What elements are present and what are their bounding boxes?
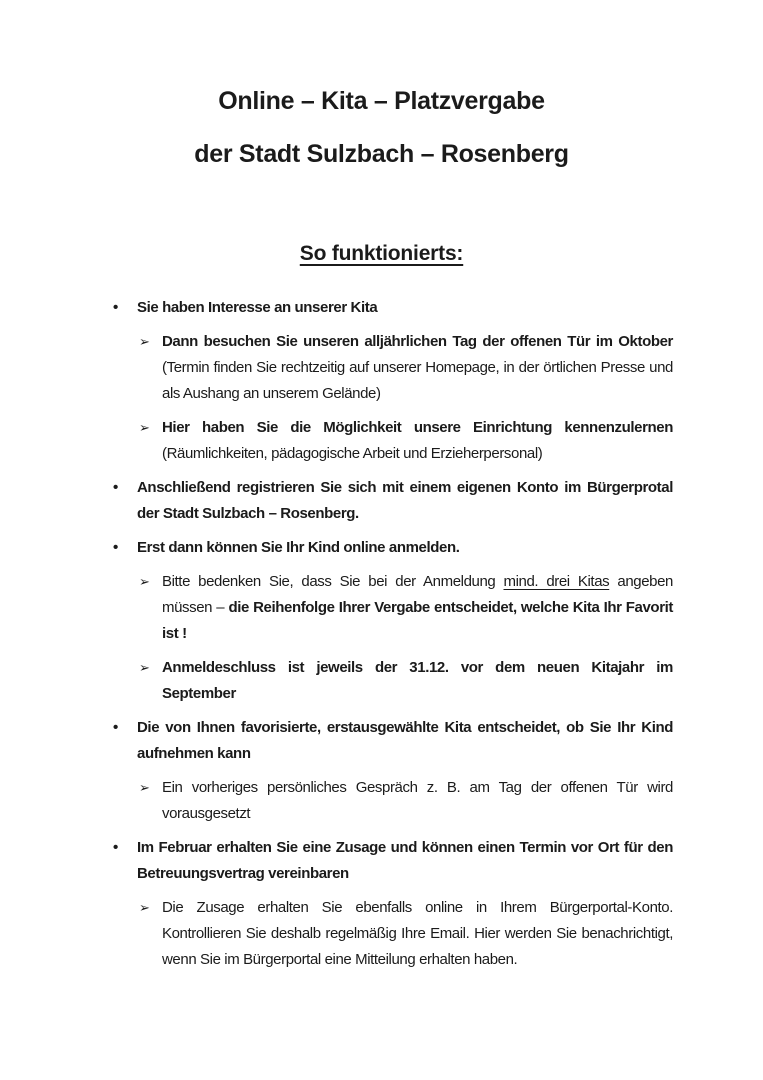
text-segment: Anschließend registrieren Sie sich mit einem eigenen Konto im Bürgerprotal der Stadt Sulzbach – Rosenberg.: [137, 479, 673, 522]
bullet-item: [0, 475, 673, 527]
item-text: [162, 569, 673, 647]
item-text: [162, 415, 673, 467]
item-text: [137, 475, 673, 527]
bullet-item: [0, 535, 673, 561]
text-segment: Anmeldeschluss ist jeweils der 31.12. vor dem neuen Kitajahr im September: [162, 659, 673, 702]
text-segment: (Räumlichkeiten, pädagogische Arbeit und Erzieherpersonal): [162, 445, 543, 462]
text-segment: die Reihenfolge Ihrer Vergabe entscheidet, welche Kita Ihr Favorit ist !: [162, 599, 673, 642]
document-title-line2: der Stadt Sulzbach – Rosenberg: [194, 140, 569, 168]
arrowhead-bullet-icon: ➢: [139, 900, 150, 915]
text-segment: Hier haben Sie die Möglichkeit unsere Einrichtung kennenzulernen: [162, 419, 673, 436]
bullet-icon: •: [113, 719, 119, 736]
bullet-icon: •: [113, 839, 119, 856]
text-segment: Bitte bedenken Sie, dass Sie bei der Anmeldung: [162, 573, 504, 590]
text-segment: angeben müssen –: [162, 573, 673, 616]
text-segment: mind. drei Kitas: [503, 573, 610, 590]
sub-bullet-item: [0, 569, 673, 647]
item-text: [162, 775, 673, 827]
bullet-list: [0, 295, 763, 973]
bullet-item: [0, 715, 673, 767]
arrowhead-bullet-icon: ➢: [139, 660, 150, 675]
sub-bullet-item: [0, 775, 673, 827]
item-text: [162, 329, 673, 407]
arrowhead-bullet-icon: ➢: [139, 780, 150, 795]
text-segment: Erst dann können Sie Ihr Kind online anmelden.: [137, 539, 460, 556]
item-text: [137, 535, 673, 561]
arrowhead-bullet-icon: ➢: [139, 574, 150, 589]
sub-bullet-item: [0, 895, 673, 973]
item-text: [162, 895, 673, 973]
text-segment: (Termin finden Sie rechtzeitig auf unserer Homepage, in der örtlichen Presse und als Aushang an unserem Gelände): [162, 359, 673, 402]
text-segment: Die Zusage erhalten Sie ebenfalls online in Ihrem Bürgerportal-Konto. Kontrollieren Sie deshalb regelmäßig Ihre Email. Hier werden Sie benachrichtigt, wenn Sie im Bürgerportal eine Mitteilung erhalten haben.: [162, 899, 673, 968]
bullet-item: [0, 835, 673, 887]
text-segment: Sie haben Interesse an unserer Kita: [137, 299, 378, 316]
arrowhead-bullet-icon: ➢: [139, 420, 150, 435]
text-segment: Die von Ihnen favorisierte, erstausgewählte Kita entscheidet, ob Sie Ihr Kind aufnehmen kann: [137, 719, 673, 762]
sub-bullet-item: [0, 329, 673, 407]
text-segment: Im Februar erhalten Sie eine Zusage und können einen Termin vor Ort für den Betreuungsvertrag vereinbaren: [137, 839, 673, 882]
item-text: [137, 715, 673, 767]
sub-bullet-item: [0, 655, 673, 707]
item-text: [137, 295, 673, 321]
item-text: [137, 835, 673, 887]
item-text: [162, 655, 673, 707]
text-segment: Ein vorheriges persönliches Gespräch z. B. am Tag der offenen Tür wird vorausgesetzt: [162, 779, 673, 822]
section-heading: So funktionierts:: [299, 242, 464, 265]
document-title-line1: Online – Kita – Platzvergabe: [218, 87, 545, 115]
text-segment: Dann besuchen Sie unseren alljährlichen Tag der offenen Tür im Oktober: [162, 333, 673, 350]
bullet-icon: •: [113, 479, 119, 496]
sub-bullet-item: [0, 415, 673, 467]
bullet-icon: •: [113, 539, 119, 556]
section-heading-row: [0, 241, 763, 267]
arrowhead-bullet-icon: ➢: [139, 334, 150, 349]
bullet-icon: •: [113, 299, 119, 316]
bullet-item: [0, 295, 673, 321]
